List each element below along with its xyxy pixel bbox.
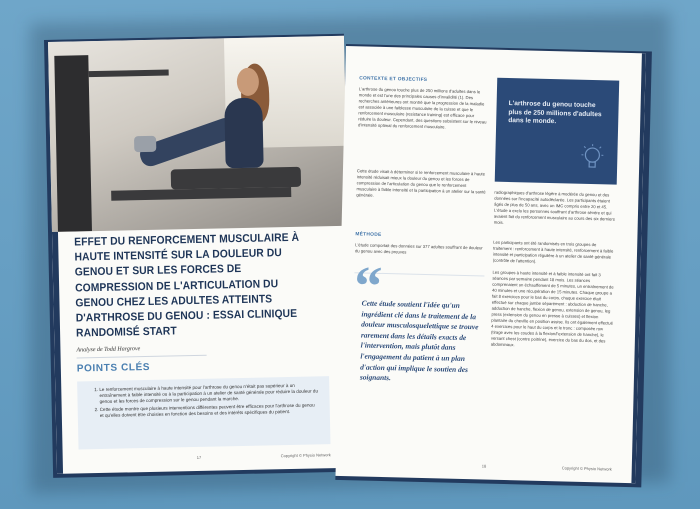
photo-seat	[171, 167, 301, 190]
page-number: 17	[196, 454, 202, 460]
method-heading: MÉTHODE	[355, 232, 382, 238]
lightbulb-icon	[581, 144, 604, 175]
separator	[77, 355, 207, 359]
col2-text-2: Les participants ont été randomisés en trois groupes de traitement : renforcement à haute intensité, renforcement à faible intensité et participation régulière à un atelier de santé générale (contrôle de l'attention).	[492, 239, 614, 264]
context-text: L'arthrose du genou touche plus de 250 millions d'adultes dans le monde et est l'une des principales causes d'invalidité (1). Des recherches antérieures ont montré que la progression de la maladie est associée à une faiblesse musculaire de la cuisse et que le renforcement musculaire (resistance training) est efficace pour réduire la douleur. Cependant, des questions subsistent sur le niveau d'intensité optimal du renforcement musculaire.	[358, 86, 487, 130]
key-points-title: POINTS CLÉS	[76, 361, 151, 375]
highlight-quote: L'arthrose du genou touche plus de 250 millions d'adultes dans le monde.	[508, 99, 602, 126]
col2-text-1: radiographiques d'arthrose légère à modérée du genou et des données sur l'incapacité autodéclarée. Les participants étaient âgés de plus de 50 ans, avec un IMC compris entre 20 et 45. L'étude a exclu les personnes souffrant d'arthrose sévère et qui avaient fait du renforcement musculaire au cours des six derniers mois.	[493, 189, 615, 225]
method-text: L'étude comportait des données sur 377 adultes souffrant de douleur du genou avec des preuves	[354, 242, 483, 255]
photo-shoe	[134, 136, 156, 152]
copyright: Copyright © Physio Network	[561, 465, 612, 472]
right-page	[335, 46, 645, 483]
key-point-item: 1. Le renforcement musculaire à haute intensité pour l'arthrose du genou n'était pas supérieur à un entraînement à faible intensité ou à la participation à un atelier de santé générale pour réduire la douleur du genou et les forces de compression sur le genou pendant la marche.	[99, 382, 319, 405]
col2-text-3: Les groupes à haute intensité et à faible intensité ont fait 3 séances par semaine pendant 18 mois. Les séances comprenaient un échauffement de 5 minutes, un entraînement de 40 minutes et une récupération de 15 minutes. Chaque groupe a fait 8 exercices pour le bas du corps, chaque exercice était effectué sur chaque jambe séparément : abduction de hanche, adduction de hanche, flexion de genou, extension de genou, leg press (extension du genou en presse à cuisses) et flexion plantaire du cheville en position assise. Ils ont également effectué 4 exercices pour le haut du corps et le tronc : composée row (tirage avec les coudes à la flexion/l'extension de hanche), le versant chest (contre poitrine), exercice du bas du dos, et des abdominaux.	[490, 269, 614, 348]
photo-bar	[89, 69, 169, 77]
context-text-2: Cette étude visait à déterminer si le renforcement musculaire à haute intensité réduisait mieux la douleur du genou et les forces de compression de l'articulation du genou que le renforcement musculaire à faible intensité et la participation à un atelier sur la santé générale.	[356, 168, 486, 198]
key-points-box	[77, 376, 330, 449]
photo-body	[224, 98, 263, 169]
gym-photo	[48, 36, 348, 232]
key-points-list	[77, 376, 330, 420]
photo-bar	[111, 187, 291, 201]
photo-machine	[54, 55, 92, 232]
copyright: Copyright © Physio Network	[280, 452, 331, 459]
pull-quote: Cette étude soutient l'idée qu'un ingrédient clé dans le traitement de la douleur musculosquelettique se trouve rarement dans les détails exacts de l'intervention, mais plutôt dans l'engagement du patient à un plan d'action qui implique le soutien des soignants.	[359, 298, 479, 383]
highlight-box	[495, 78, 620, 185]
page-number: 18	[481, 463, 487, 469]
left-page	[48, 36, 353, 474]
context-heading: CONTEXTE ET OBJECTIFS	[359, 76, 428, 83]
article-author: Analyse de Todd Hargrove	[76, 346, 141, 354]
quote-mark-icon: “	[353, 255, 383, 318]
article-title: EFFET DU RENFORCEMENT MUSCULAIRE À HAUTE INTENSITÉ SUR LA DOULEUR DU GENOU ET SUR LES FORCES DE COMPRESSION DE L'ARTICULATION DU GENOU CHEZ LES ADULTES ATTEINTS D'ARTHROSE DU GENOU : ESSAI CLINIQUE RANDOMISÉ START	[74, 231, 300, 340]
key-point-item: 2. Cette étude montre que plusieurs interventions différentes peuvent être efficaces pour l'arthrose du genou et qu'elles doivent être choisies en fonction des besoins et des intérêts spécifiques du patient.	[100, 403, 320, 420]
